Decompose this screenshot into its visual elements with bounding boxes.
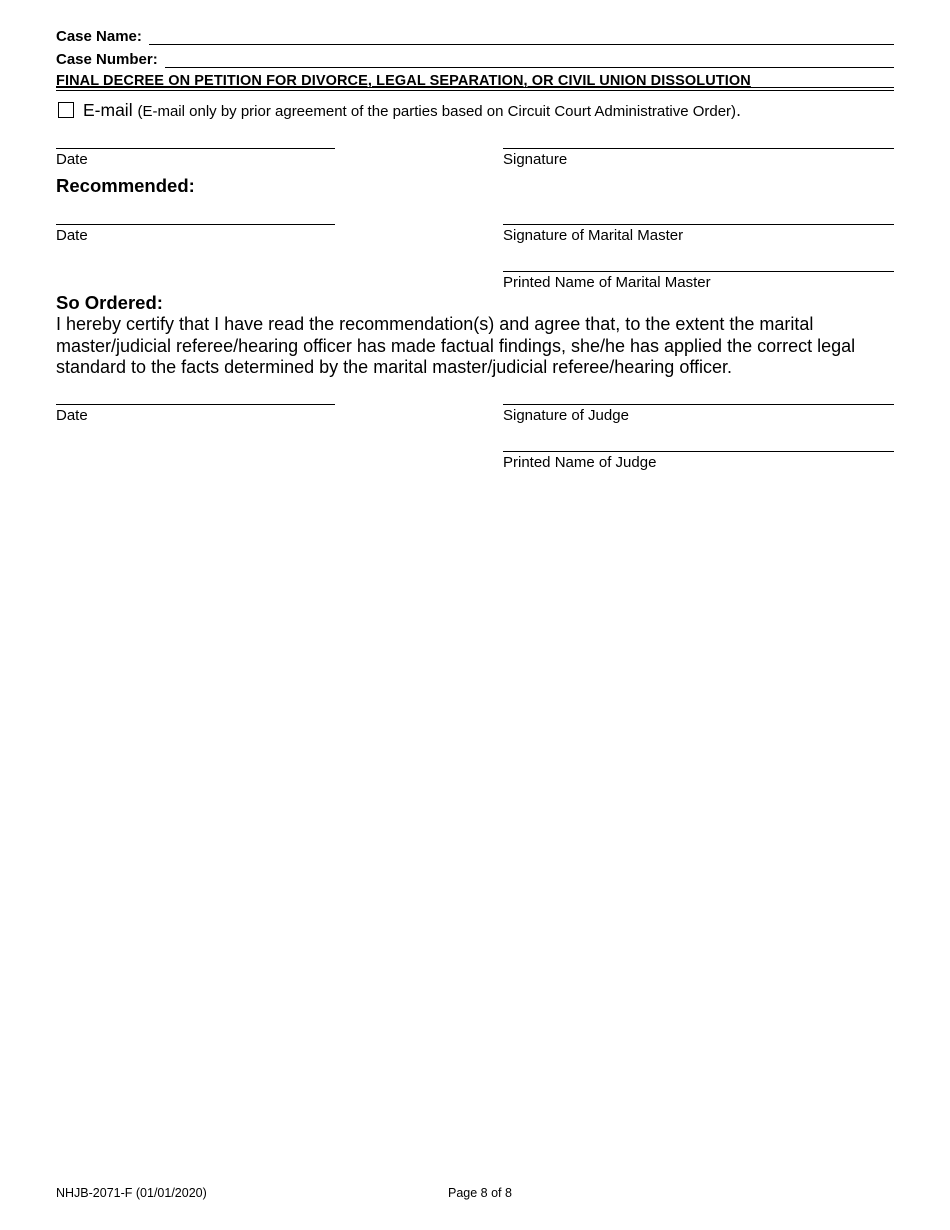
recommended-heading: Recommended: [56,175,195,196]
certification-text: I hereby certify that I have read the recommendation(s) and agree that, to the extent the marital master/judicial referee/hearing officer has made factual findings, she/he has applied the correct legal standard to the facts determined by the marital master/judicial referee/hearing officer. [56,314,856,377]
marital-master-name-label: Printed Name of Marital Master [503,274,711,291]
so-ordered-heading: So Ordered: [56,292,163,313]
judge-date-label: Date [56,407,88,424]
form-title: FINAL DECREE ON PETITION FOR DIVORCE, LEGAL SEPARATION, OR CIVIL UNION DISSOLUTION [56,73,751,89]
title-divider [56,87,894,91]
date-label: Date [56,151,88,168]
recommended-date-line[interactable] [56,224,335,225]
recommended-date-label: Date [56,227,88,244]
marital-master-name-line[interactable] [503,271,894,272]
case-name-label: Case Name: [56,28,142,45]
signature-label: Signature [503,151,568,168]
marital-master-signature-label: Signature of Marital Master [503,227,684,244]
case-name-field[interactable] [149,44,894,45]
form-id: NHJB-2071-F (01/01/2020) [56,1186,207,1200]
judge-name-line[interactable] [503,451,894,452]
email-note: (E-mail only by prior agreement of the parties based on Circuit Court Administrative Order) [137,103,737,120]
page-number: Page 8 of 8 [448,1186,512,1200]
signature-line[interactable] [503,148,894,149]
email-option [83,100,741,121]
judge-date-line[interactable] [56,404,335,405]
judge-name-label: Printed Name of Judge [503,454,657,471]
email-checkbox[interactable] [58,102,74,118]
judge-signature-line[interactable] [503,404,894,405]
case-number-field[interactable] [165,67,894,68]
marital-master-signature-line[interactable] [503,224,894,225]
judge-signature-label: Signature of Judge [503,407,629,424]
email-label: E-mail [83,100,133,120]
date-line[interactable] [56,148,335,149]
case-number-label: Case Number: [56,51,158,68]
email-trailing: . [736,100,741,120]
